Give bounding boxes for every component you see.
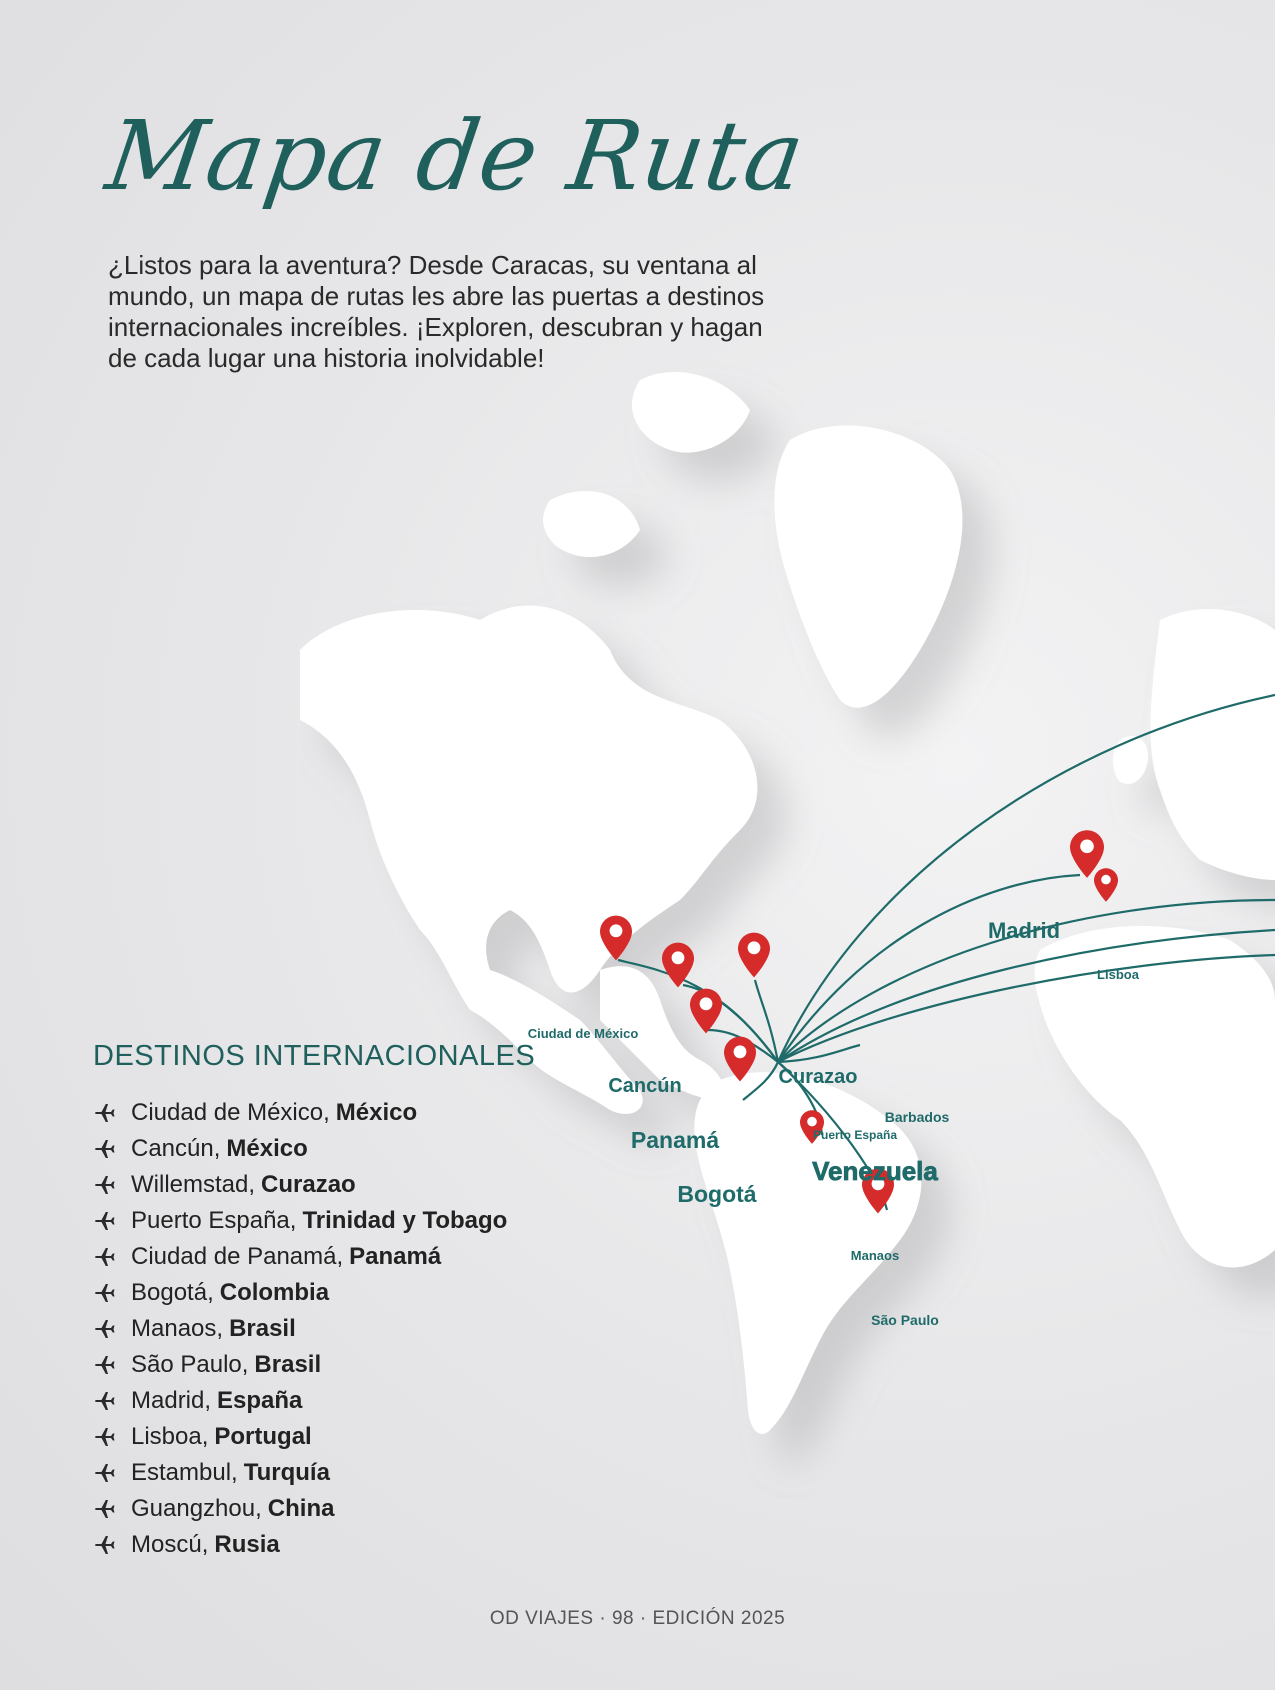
destination-city: Ciudad de Panamá, <box>131 1243 344 1270</box>
destination-item <box>93 1383 507 1419</box>
label-manaos: Manaos <box>850 1248 900 1263</box>
destination-city: Cancún, <box>131 1135 221 1162</box>
destination-city: Bogotá, <box>131 1279 214 1306</box>
label-mexico: Ciudad de México <box>527 1026 639 1041</box>
label-barbados: Barbados <box>884 1109 950 1125</box>
plane-icon <box>93 1317 117 1341</box>
destination-country: Turquía <box>243 1459 330 1486</box>
destination-city: Puerto España, <box>131 1207 297 1234</box>
destination-item <box>93 1131 507 1167</box>
destination-city: Moscú, <box>131 1531 209 1558</box>
europe-shape <box>1151 609 1275 880</box>
label-venezuela: Venezuela <box>812 1156 938 1186</box>
destination-item <box>93 1095 507 1131</box>
destination-country: Colombia <box>219 1279 330 1306</box>
plane-icon <box>93 1245 117 1269</box>
destination-city: São Paulo, <box>131 1351 249 1378</box>
destination-item <box>93 1203 507 1239</box>
label-puerto-espana: Puerto España <box>812 1128 898 1142</box>
plane-icon <box>93 1281 117 1305</box>
destination-item <box>93 1455 507 1491</box>
destination-city: Madrid, <box>131 1387 212 1414</box>
arctic-islands-shape <box>632 372 750 453</box>
destination-country: Panamá <box>349 1243 442 1270</box>
destination-city: Manaos, <box>131 1315 224 1342</box>
destination-country: China <box>267 1495 335 1522</box>
plane-icon <box>93 1353 117 1377</box>
plane-icon <box>93 1209 117 1233</box>
label-madrid: Madrid <box>987 918 1061 943</box>
destination-country: Curazao <box>261 1171 356 1198</box>
destination-country: Brasil <box>229 1315 296 1342</box>
destination-city: Ciudad de México, <box>131 1099 330 1126</box>
destination-country: Trinidad y Tobago <box>302 1207 508 1234</box>
destination-city: Guangzhou, <box>131 1495 262 1522</box>
plane-icon <box>93 1101 117 1125</box>
destination-item <box>93 1311 507 1347</box>
page-title: Mapa de Ruta <box>100 100 812 212</box>
destination-item <box>93 1527 507 1563</box>
destination-country: Portugal <box>214 1423 312 1450</box>
destination-country: España <box>217 1387 303 1414</box>
destination-item <box>93 1491 507 1527</box>
destination-country: México <box>335 1099 418 1126</box>
plane-icon <box>93 1137 117 1161</box>
plane-icon <box>93 1389 117 1413</box>
destination-item <box>93 1419 507 1455</box>
label-bogota: Bogotá <box>677 1181 757 1207</box>
destination-item <box>93 1347 507 1383</box>
destination-list <box>93 1095 507 1563</box>
plane-icon <box>93 1173 117 1197</box>
destination-item <box>93 1239 507 1275</box>
plane-icon <box>93 1461 117 1485</box>
pin-cancun-icon <box>662 943 694 988</box>
destination-country: México <box>226 1135 308 1162</box>
label-panama: Panamá <box>630 1127 720 1153</box>
destination-item <box>93 1275 507 1311</box>
destination-city: Estambul, <box>131 1459 238 1486</box>
label-sao-paulo: São Paulo <box>871 1312 939 1328</box>
plane-icon <box>93 1533 117 1557</box>
page-footer: OD VIAJES · 98 · EDICIÓN 2025 <box>489 1608 786 1629</box>
destination-country: Brasil <box>254 1351 322 1378</box>
label-curazao: Curazao <box>778 1066 858 1088</box>
intro-paragraph: ¿Listos para la aventura? Desde Caracas, su ventana al mundo, un mapa de rutas les abre las puertas a destinos internacionales increíbles. ¡Exploren, descubran y hagan de cada lugar una historia inolvidable! <box>108 250 765 373</box>
pin-lisboa-icon <box>1094 868 1118 902</box>
plane-icon <box>93 1425 117 1449</box>
label-lisboa: Lisboa <box>1097 967 1139 982</box>
pin-curazao-icon <box>738 933 770 978</box>
plane-icon <box>93 1497 117 1521</box>
destination-country: Rusia <box>214 1531 280 1558</box>
destination-city: Lisboa, <box>131 1423 209 1450</box>
destination-city: Willemstad, <box>131 1171 256 1198</box>
label-cancun: Cancún <box>608 1075 682 1097</box>
section-title: DESTINOS INTERNACIONALES <box>93 1040 536 1072</box>
greenland-shape <box>774 426 962 708</box>
pin-panama-icon <box>690 989 722 1034</box>
destination-item <box>93 1167 507 1203</box>
